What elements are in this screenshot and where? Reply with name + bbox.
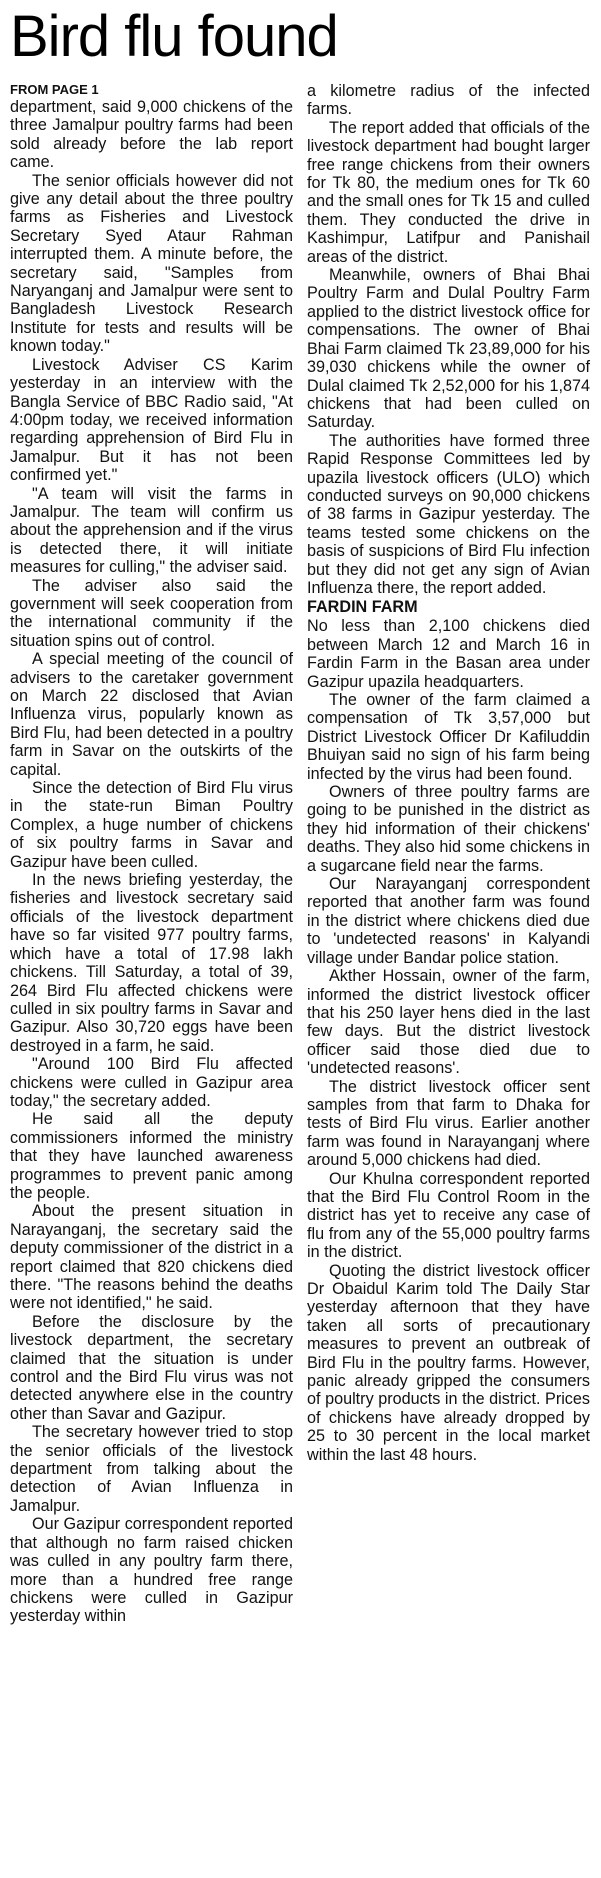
paragraph: About the present situation in Narayanganj, the secretary said the deputy commissioner of the district in a report claimed that 820 chickens died there. "The reasons behind the deaths were not identified," he said.: [10, 1202, 293, 1313]
paragraph: department, said 9,000 chickens of the three Jamalpur poultry farms had been sold already before the lab report came.: [10, 98, 293, 172]
article-body: [10, 82, 593, 1626]
paragraph: The report added that officials of the livestock department had bought larger free range chickens from their owners for Tk 80, the medium ones for Tk 60 and the small ones for Tk 15 and culled them. They conducted the drive in Kashimpur, Latifpur and Panishail areas of the district.: [307, 118, 590, 266]
paragraph: The senior officials however did not give any detail about the three poultry farms as Fisheries and Livestock Secretary Syed Ataur Rahman interrupted them. A minute before, the secretary said, "Samples from Naryanganj and Jamalpur were sent to Bangladesh Livestock Research Institute for tests and results will be known today.": [10, 171, 293, 356]
paragraph: In the news briefing yesterday, the fisheries and livestock secretary said officials of the livestock department have so far visited 977 poultry farms, which have a total of 17.98 lakh chickens. Till Saturday, a total of 39, 264 Bird Flu affected chickens were culled in six poultry farms in Savar and Gazipur. Also 30,720 eggs have been destroyed in a farm, he said.: [10, 871, 293, 1055]
right-column: [307, 82, 590, 1626]
paragraph: Owners of three poultry farms are going to be punished in the district as they hid information of their chickens' deaths. They also hid some chickens in a sugarcane field near the farms.: [307, 783, 590, 875]
paragraph: The secretary however tried to stop the senior officials of the livestock department from talking about the detection of Avian Influenza in Jamalpur.: [10, 1423, 293, 1515]
paragraph: Before the disclosure by the livestock department, the secretary claimed that the situation is under control and the Bird Flu virus was not detected anywhere else in the country other than Savar and Gazipur.: [10, 1312, 293, 1423]
paragraph: "Around 100 Bird Flu affected chickens were culled in Gazipur area today," the secretary added.: [10, 1055, 293, 1110]
paragraph: Akther Hossain, owner of the farm, informed the district livestock officer that his 250 layer hens died in the last few days. But the district livestock officer said those died due to 'undetected reasons'.: [307, 967, 590, 1078]
paragraph: Since the detection of Bird Flu virus in the state-run Biman Poultry Complex, a huge number of chickens of six poultry farms in Savar and Gazipur have been culled.: [10, 779, 293, 871]
paragraph: The adviser also said the government will seek cooperation from the international community if the situation spins out of control.: [10, 576, 293, 650]
paragraph: He said all the deputy commissioners informed the ministry that they have launched awareness programmes to prevent panic among the people.: [10, 1110, 293, 1202]
left-paragraphs: [10, 98, 293, 1626]
paragraph: Our Narayanganj correspondent reported that another farm was found in the district where chickens died due to 'undetected reasons' in Kalyandi village under Bandar police station.: [307, 875, 590, 967]
paragraph: a kilometre radius of the infected farms.: [307, 82, 590, 119]
paragraph: Meanwhile, owners of Bhai Bhai Poultry Farm and Dulal Poultry Farm applied to the district livestock office for compensations. The owner of Bhai Bhai Farm claimed Tk 23,89,000 for his 39,030 chickens while the owner of Dulal claimed Tk 2,52,000 for his 1,874 chickens that had been culled on Saturday.: [307, 266, 590, 432]
paragraph: The owner of the farm claimed a compensation of Tk 3,57,000 but District Livestock Officer Dr Kafiluddin Bhuiyan said no sign of his farm being infected by the virus had been found.: [307, 691, 590, 783]
paragraph: "A team will visit the farms in Jamalpur. The team will confirm us about the apprehension and if the virus is detected there, it will initiate measures for culling," the adviser said.: [10, 484, 293, 577]
paragraph: The district livestock officer sent samples from that farm to Dhaka for tests of Bird Flu virus. Earlier another farm was found in Narayanganj where around 5,000 chickens had died.: [307, 1077, 590, 1170]
paragraph: Quoting the district livestock officer Dr Obaidul Karim told The Daily Star yesterday afternoon that they have taken all sorts of precautionary measures to prevent an outbreak of Bird Flu in the poultry farms. However, panic already gripped the consumers of poultry products in the district. Prices of chickens have already dropped by 25 to 30 percent in the local market within the last 48 hours.: [307, 1261, 590, 1464]
paragraph: Our Khulna correspondent reported that the Bird Flu Control Room in the district has yet to receive any case of flu from any of the 55,000 poultry farms in the district.: [307, 1169, 590, 1262]
paragraph: A special meeting of the council of advisers to the caretaker government on March 22 disclosed that Avian Influenza virus, popularly known as Bird Flu, had been detected in a poultry farm in Savar on the outskirts of the capital.: [10, 650, 293, 779]
paragraph: Our Gazipur correspondent reported that although no farm raised chicken was culled in any poultry farm there, more than a hundred free range chickens were culled in Gazipur yesterday within: [10, 1515, 293, 1626]
right-paragraphs-b: [307, 617, 590, 1464]
paragraph: No less than 2,100 chickens died between March 12 and March 16 in Fardin Farm in the Basan area under Gazipur upazila headquarters.: [307, 617, 590, 691]
headline: Bird flu found: [10, 4, 338, 69]
left-column: [10, 82, 293, 1626]
subhead: FARDIN FARM: [307, 598, 418, 617]
kicker: FROM PAGE 1: [10, 82, 99, 97]
paragraph: Livestock Adviser CS Karim yesterday in an interview with the Bangla Service of BBC Radio said, "At 4:00pm today, we received information regarding apprehension of Bird Flu in Jamalpur. But it has not been confirmed yet.": [10, 355, 293, 485]
right-paragraphs-a: [307, 82, 590, 597]
paragraph: The authorities have formed three Rapid Response Committees led by upazila livestock officers (ULO) which conducted surveys on 90,000 chickens of 38 farms in Gazipur yesterday. The teams tested some chickens on the basis of suspicions of Bird Flu infection but they did not get any sign of Avian Influenza there, the report added.: [307, 431, 590, 597]
